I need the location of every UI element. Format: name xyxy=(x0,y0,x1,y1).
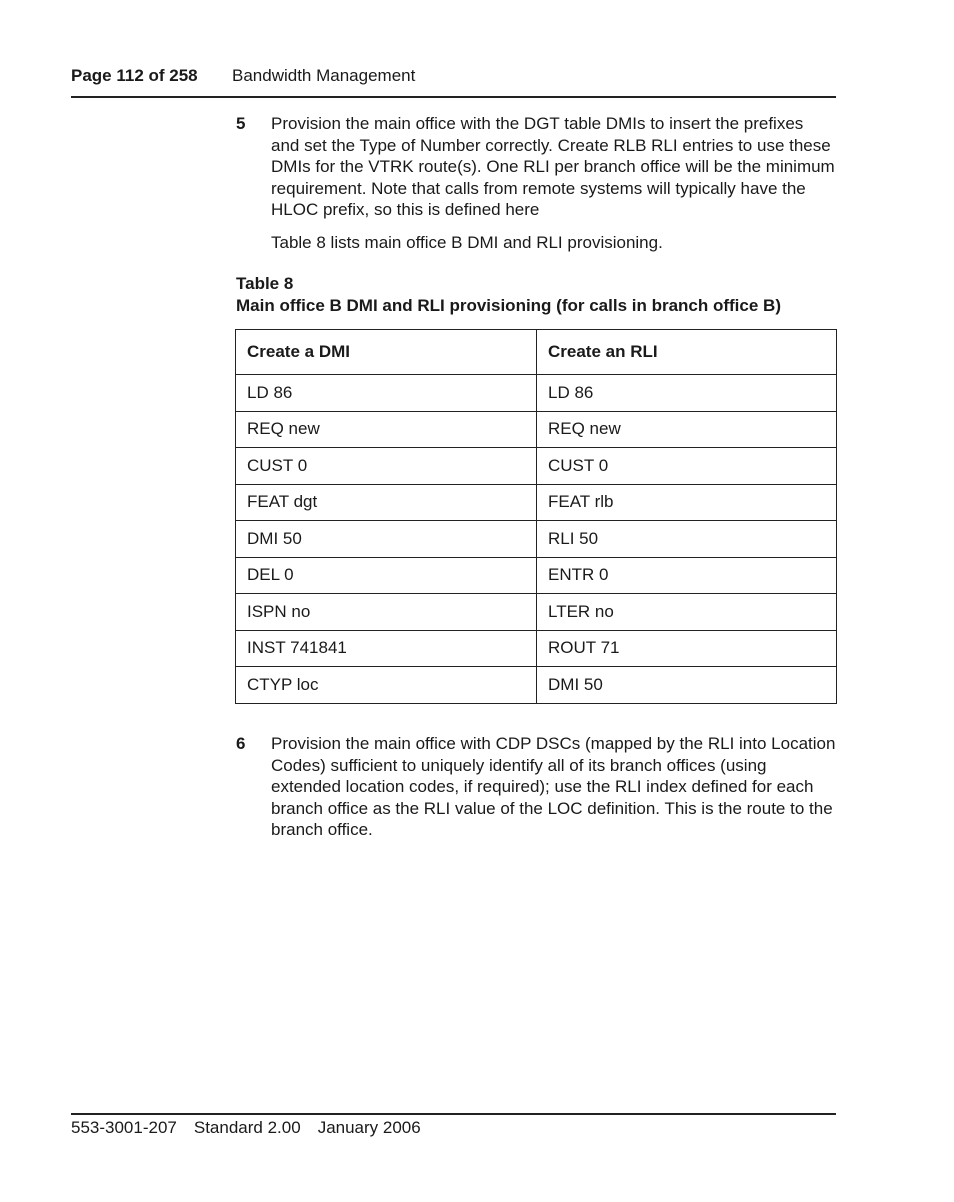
standard-version: Standard 2.00 xyxy=(193,1118,301,1137)
dmi-cell: DEL 0 xyxy=(236,557,537,594)
rli-cell: REQ new xyxy=(537,411,837,448)
rli-cell: CUST 0 xyxy=(537,448,837,485)
dmi-cell: CTYP loc xyxy=(236,667,537,704)
dmi-cell: LD 86 xyxy=(236,375,537,412)
step-number: 6 xyxy=(236,734,246,753)
page-number: Page 112 of 258 xyxy=(71,66,198,85)
table-row xyxy=(236,521,837,558)
table-header-row xyxy=(236,330,837,375)
step-text: Provision the main office with CDP DSCs (mapped by the RLI into Location Codes) sufficient to uniquely identify all of its branch offices (using extended location codes, if required); use the RLI index defined for each branch office as the RLI value of the LOC definition. This is the route to the branch office. xyxy=(271,734,836,840)
dmi-cell: DMI 50 xyxy=(236,521,537,558)
page-header xyxy=(71,66,836,86)
footer-divider xyxy=(71,1113,836,1115)
dmi-cell: INST 741841 xyxy=(236,630,537,667)
table-row xyxy=(236,557,837,594)
column-header-rli: Create an RLI xyxy=(537,330,837,375)
table-row xyxy=(236,375,837,412)
table-row xyxy=(236,411,837,448)
dmi-cell: REQ new xyxy=(236,411,537,448)
table-row xyxy=(236,667,837,704)
table-label: Table 8 xyxy=(236,274,294,293)
rli-cell: ROUT 71 xyxy=(537,630,837,667)
rli-cell: DMI 50 xyxy=(537,667,837,704)
column-header-dmi: Create a DMI xyxy=(236,330,537,375)
rli-cell: RLI 50 xyxy=(537,521,837,558)
dmi-cell: ISPN no xyxy=(236,594,537,631)
table-row xyxy=(236,594,837,631)
page-footer xyxy=(71,1118,438,1138)
dmi-cell: FEAT dgt xyxy=(236,484,537,521)
rli-cell: FEAT rlb xyxy=(537,484,837,521)
document-number: 553-3001-207 xyxy=(71,1118,177,1137)
step-6 xyxy=(236,733,836,841)
rli-cell: LD 86 xyxy=(537,375,837,412)
rli-cell: LTER no xyxy=(537,594,837,631)
step-number: 5 xyxy=(236,114,246,133)
section-title: Bandwidth Management xyxy=(232,66,416,85)
header-divider xyxy=(71,96,836,98)
provisioning-table xyxy=(235,329,837,704)
step-text: Provision the main office with the DGT table DMIs to insert the prefixes and set the Type of Number correctly. Create RLB RLI entries to use these DMIs for the VTRK route(s). One RLI per branch office will be the minimum requirement. Note that calls from remote systems will typically have the HLOC prefix, so this is defined here xyxy=(271,114,835,220)
table-row xyxy=(236,484,837,521)
table-caption xyxy=(236,273,781,317)
publication-date: January 2006 xyxy=(317,1118,421,1137)
table-row xyxy=(236,448,837,485)
rli-cell: ENTR 0 xyxy=(537,557,837,594)
step-5 xyxy=(236,113,836,221)
step-note: Table 8 lists main office B DMI and RLI provisioning. xyxy=(271,233,663,252)
table-row xyxy=(236,630,837,667)
dmi-cell: CUST 0 xyxy=(236,448,537,485)
table-title: Main office B DMI and RLI provisioning (for calls in branch office B) xyxy=(236,296,781,315)
